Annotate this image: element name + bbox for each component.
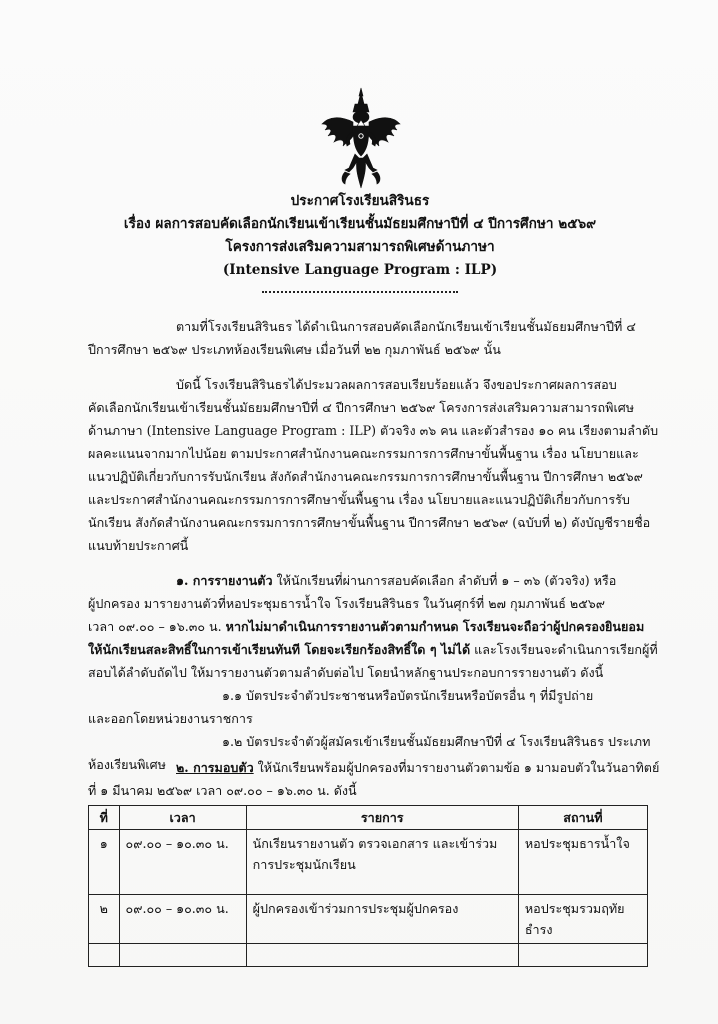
row-time: ๐๙.๐๐ – ๑๐.๓๐ น. bbox=[119, 830, 246, 895]
row-item bbox=[246, 944, 518, 967]
garuda-emblem bbox=[319, 86, 403, 190]
row-no bbox=[89, 944, 120, 967]
schedule-table bbox=[88, 805, 648, 967]
table-row bbox=[89, 830, 648, 895]
row-no: ๒ bbox=[89, 895, 120, 944]
header-no: ที่ bbox=[89, 806, 120, 830]
section-2-text: ให้นักเรียนพร้อมผู้ปกครองที่มารายงานตัวตามข้อ ๑ มามอบตัวในวันอาทิตย์ bbox=[253, 760, 660, 775]
paragraph-1-line: ตามที่โรงเรียนสิรินธร ได้ดำเนินการสอบคัดเลือกนักเรียนเข้าเรียนชั้นมัธยมศึกษาปีที่ ๔ bbox=[176, 319, 636, 334]
paragraph-2-line: ด้านภาษา (Intensive Language Program : ILP) ตัวจริง ๓๖ คน และตัวสำรอง ๑๐ คน เรียงตามลำดับ bbox=[88, 423, 659, 438]
table-header-row bbox=[89, 806, 648, 830]
section-1-warning: ให้นักเรียนสละสิทธิ์ในการเข้าเรียนทันที โดยจะเรียกร้องสิทธิ์ใด ๆ ไม่ได้ bbox=[88, 642, 471, 657]
paragraph-1-line: ปีการศึกษา ๒๕๖๙ ประเภทห้องเรียนพิเศษ เมื่อวันที่ ๒๒ กุมภาพันธ์ ๒๕๖๙ นั้น bbox=[88, 342, 501, 357]
paragraph-2-line: แนวปฏิบัติเกี่ยวกับการรับนักเรียน สังกัดสำนักงานคณะกรรมการการศึกษาขั้นพื้นฐาน ปีการศึกษา ๒๕๖๙ bbox=[88, 469, 643, 484]
paragraph-2-line: ผลคะแนนจากมากไปน้อย ตามประกาศสำนักงานคณะกรรมการการศึกษาขั้นพื้นฐาน เรื่อง นโยบายและ bbox=[88, 446, 639, 461]
row-time bbox=[119, 944, 246, 967]
section-2-heading: ๒. การมอบตัว bbox=[176, 760, 254, 775]
section-1-heading: ๑. การรายงานตัว bbox=[176, 573, 273, 588]
item-1-1-line: ๑.๑ บัตรประจำตัวประชาชนหรือบัตรนักเรียนหรือบัตรอื่น ๆ ที่มีรูปถ่าย bbox=[222, 688, 594, 703]
table-row bbox=[89, 895, 648, 944]
project-name: โครงการส่งเสริมความสามารถพิเศษด้านภาษา bbox=[225, 239, 495, 255]
section-1-line: สอบได้ลำดับถัดไป ให้มารายงานตัวตามลำดับต่อไป โดยนำหลักฐานประกอบการรายงานตัว ดังนี้ bbox=[88, 665, 604, 680]
item-1-1-line: และออกโดยหน่วยงานราชการ bbox=[88, 711, 253, 726]
row-item: นักเรียนรายงานตัว ตรวจเอกสาร และเข้าร่วมการประชุมนักเรียน bbox=[246, 830, 518, 895]
program-name: (Intensive Language Program : ILP) bbox=[222, 262, 498, 278]
paragraph-2-line: บัดนี้ โรงเรียนสิรินธรได้ประมวลผลการสอบเรียบร้อยแล้ว จึงขอประกาศผลการสอบ bbox=[176, 377, 617, 392]
section-2-line: ที่ ๑ มีนาคม ๒๕๖๙ เวลา ๐๙.๐๐ – ๑๖.๓๐ น. ดังนี้ bbox=[88, 783, 357, 798]
header-item: รายการ bbox=[246, 806, 518, 830]
section-1-line bbox=[88, 640, 658, 660]
paragraph-2-line: และประกาศสำนักงานคณะกรรมการการศึกษาขั้นพื้นฐาน เรื่อง นโยบายและแนวปฏิบัติเกี่ยวกับการรับ bbox=[88, 492, 630, 507]
section-1-text: เวลา ๐๙.๐๐ – ๑๖.๓๐ น. bbox=[88, 619, 226, 634]
announcement-title: ประกาศโรงเรียนสิรินธร bbox=[290, 193, 430, 209]
subject-line: เรื่อง ผลการสอบคัดเลือกนักเรียนเข้าเรียนชั้นมัธยมศึกษาปีที่ ๔ ปีการศึกษา ๒๕๖๙ bbox=[123, 216, 597, 232]
section-1-text: ให้นักเรียนที่ผ่านการสอบคัดเลือก ลำดับที่ ๑ – ๓๖ (ตัวจริง) หรือ bbox=[272, 573, 617, 588]
row-time: ๐๙.๐๐ – ๑๐.๓๐ น. bbox=[119, 895, 246, 944]
paragraph-2-line: คัดเลือกนักเรียนเข้าเรียนชั้นมัธยมศึกษาปีที่ ๔ ปีการศึกษา ๒๕๖๙ โครงการส่งเสริมความสามารถพิเศษ bbox=[88, 400, 635, 415]
item-1-2-line: ๑.๒ บัตรประจำตัวผู้สมัครเข้าเรียนชั้นมัธยมศึกษาปีที่ ๔ โรงเรียนสิรินธร ประเภท bbox=[222, 734, 651, 749]
section-2-line bbox=[176, 758, 659, 778]
title-separator bbox=[262, 291, 458, 293]
section-1-line bbox=[176, 571, 616, 591]
item-1-2-line: ห้องเรียนพิเศษ bbox=[88, 757, 166, 772]
row-no: ๑ bbox=[89, 830, 120, 895]
row-place: หอประชุมรวมฤทัยธำรง bbox=[518, 895, 647, 944]
section-1-line: ผู้ปกครอง มารายงานตัวที่หอประชุมธารน้ำใจ โรงเรียนสิรินธร ในวันศุกร์ที่ ๒๗ กุมภาพันธ์ ๒๕๖๙ bbox=[88, 596, 605, 611]
table-row bbox=[89, 944, 648, 967]
section-1-warning: หากไม่มาดำเนินการรายงานตัวตามกำหนด โรงเรียนจะถือว่าผู้ปกครองยินยอม bbox=[225, 619, 645, 634]
header-time: เวลา bbox=[119, 806, 246, 830]
row-place bbox=[518, 944, 647, 967]
section-1-text: และโรงเรียนจะดำเนินการเรียกผู้ที่ bbox=[470, 642, 658, 657]
paragraph-2-line: แนบท้ายประกาศนี้ bbox=[88, 538, 189, 553]
row-place: หอประชุมธารน้ำใจ bbox=[518, 830, 647, 895]
header-place: สถานที่ bbox=[518, 806, 647, 830]
section-1-line bbox=[88, 617, 644, 637]
paragraph-2-line: นักเรียน สังกัดสำนักงานคณะกรรมการการศึกษาขั้นพื้นฐาน ปีการศึกษา ๒๕๖๙ (ฉบับที่ ๒) ดังบัญชีรายชื่อ bbox=[88, 515, 651, 530]
row-item: ผู้ปกครองเข้าร่วมการประชุมผู้ปกครอง bbox=[246, 895, 518, 944]
